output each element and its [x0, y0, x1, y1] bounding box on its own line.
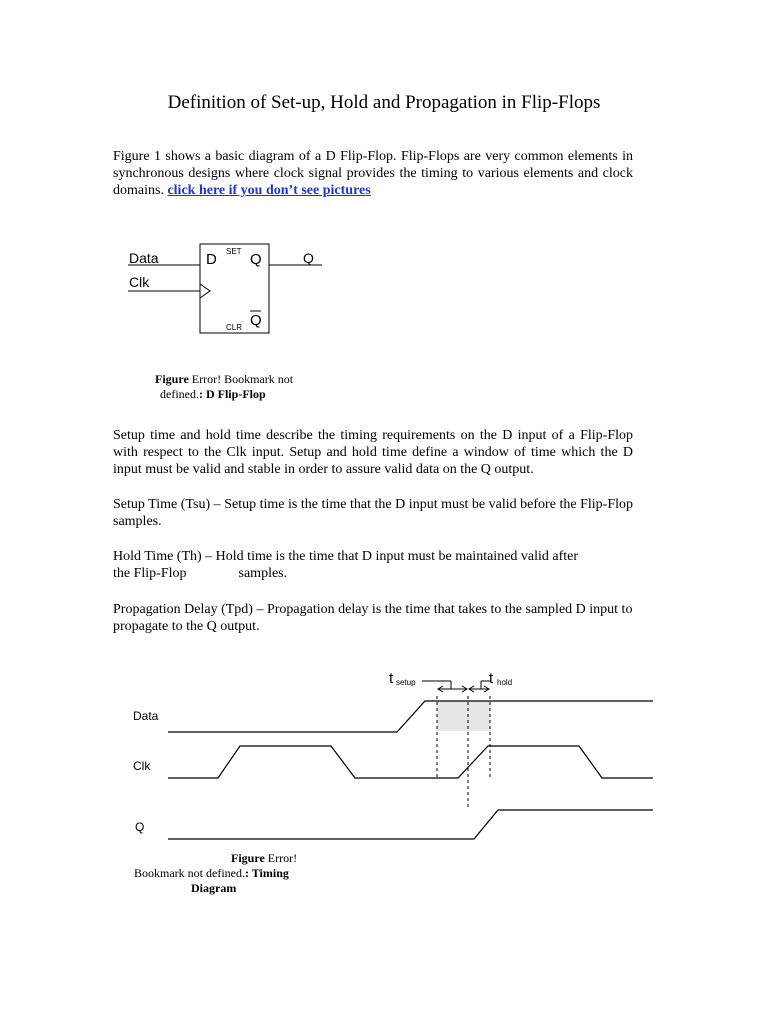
figure2-caption-prefix: Figure [231, 851, 265, 865]
pictures-link[interactable]: click here if you don’t see pictures [167, 183, 371, 198]
clk-waveform [168, 746, 653, 778]
figure2-caption-suffix2: Diagram [191, 881, 237, 895]
figure1-caption-error2: defined. [160, 387, 199, 401]
pin-set-label: SET [226, 247, 242, 256]
clk-signal-label: Clk [133, 759, 151, 773]
figure1-caption-suffix: : D Flip-Flop [198, 387, 266, 401]
setup-hold-paragraph: Setup time and hold time describe the timing requirements on the D input of a Flip-Flop with respect to the Clk input. Setup and hold time define a window of time which the D input must be valid and stable in order to assure valid data on the Q output. [113, 428, 633, 477]
figure2-caption-line1 [231, 851, 297, 866]
propagation-delay-paragraph: Propagation Delay (Tpd) – Propagation delay is the time that takes to the sampled D input to propagate to the Q output. [113, 602, 633, 634]
setup-hold-window [437, 701, 490, 731]
t-hold-subscript: hold [497, 678, 513, 687]
data-waveform [168, 701, 653, 732]
t-hold-symbol: t [489, 670, 494, 687]
q-signal-label: Q [135, 820, 145, 834]
clk-input-label: Clk [129, 274, 150, 290]
intro-text: Figure 1 shows a basic diagram of a D Flip-Flop. Flip-Flops are very common elements in synchronous designs where clock signal provides the timing to various elements and clock domains. [113, 149, 633, 198]
setup-time-paragraph: Setup Time (Tsu) – Setup time is the time that the D input must be valid before the Flip-Flop samples. [113, 497, 633, 529]
figure2-caption-line2 [134, 866, 289, 881]
pin-clr-label: CLR [226, 323, 243, 332]
data-input-label: Data [129, 250, 159, 266]
hold-time-text-b: samples. [238, 566, 288, 581]
figure2-caption-error2: Bookmark not defined. [134, 866, 245, 880]
t-setup-symbol: t [389, 670, 394, 687]
pin-qbar-label: Q [250, 312, 262, 329]
q-output-label: Q [303, 250, 314, 266]
pin-d-label: D [206, 251, 217, 268]
figure2-caption-suffix: : Timing [244, 866, 289, 880]
hold-time-paragraph-line1: Hold Time (Th) – Hold time is the time that D input must be maintained valid after [113, 549, 579, 564]
hold-time-text-a: the Flip-Flop [113, 566, 187, 581]
data-signal-label: Data [133, 709, 159, 723]
t-setup-subscript: setup [396, 678, 416, 687]
figure2-caption-line3 [191, 881, 236, 896]
figure2-caption-error: Error! [264, 851, 298, 865]
figure1-caption-error: Error! Bookmark not [188, 372, 294, 386]
pin-q-label: Q [250, 251, 262, 268]
page-title: Definition of Set-up, Hold and Propagation in Flip-Flops [167, 92, 601, 113]
figure1-caption-prefix: Figure [155, 372, 189, 386]
q-waveform [168, 810, 653, 839]
